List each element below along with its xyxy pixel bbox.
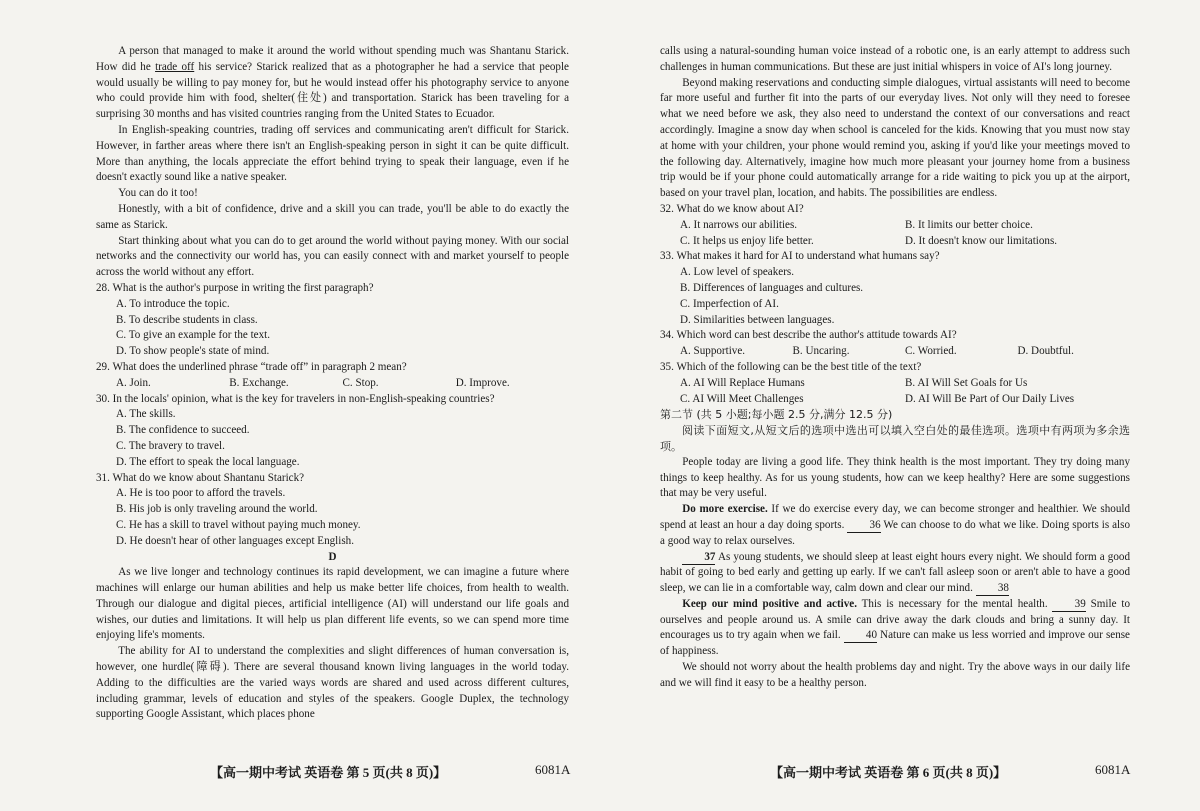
options-row [96,376,569,392]
question-stem: 33. What makes it hard for AI to understand what humans say? [660,250,940,263]
section-2-title: 第二节 (共 5 小题;每小题 2.5 分,满分 12.5 分) [660,408,893,422]
option: A. Supportive. [680,345,746,358]
page-footer: 【高一期中考试 英语卷 第 6 页(共 8 页)】 [770,765,1007,780]
cloze-paragraph-5: We should not worry about the health problems day and night. Try the above ways in our daily life and we will find it easy to be a healthy person. [660,661,1130,689]
passage-d-paragraph-1: As we live longer and technology continues its rapid development, we can imagine a future where machines will enlarge our human abilities and help us make better life choices, from health to wealth. Through our dialogue and digital pieces, artificial intelligence (AI) will understand our life goals and wishes, our duties and limitations. It will help us plan different life events, so we can spend more time enjoying life's moments. [96,566,569,642]
option: C. It helps us enjoy life better. [680,234,814,247]
option: D. Doubtful. [1017,345,1074,358]
option: C. To give an example for the text. [116,329,270,342]
subheading: Do more exercise. [682,503,768,516]
option: A. He is too poor to afford the travels. [116,487,286,500]
right-page [600,0,1200,811]
option: C. Imperfection of AI. [680,297,779,310]
section-2-instructions: 阅读下面短文,从短文后的选项中选出可以填入空白处的最佳选项。选项中有两项为多余选项。 [660,424,1130,453]
option: C. Stop. [342,376,379,389]
subheading: Keep our mind positive and active. [682,597,857,610]
passage-d-continued-2: Beyond making reservations and conducting simple dialogues, virtual assistants will need to become far more useful and further fit into the parts of our everyday lives. Not only will they need to foresee what we need before we ask, they also need to understand the context of our conversations and react accordingly. Imagine a snow day when school is canceled for the kids. Knowing that you must now stay at home with your children, your phone would remind you, asking if you'd like your meetings moved to the following day. Alternatively, imagine how much more pleasant your journey home from a business trip would be if your phone could automatically arrange for a ride waiting to pick you up at the airport, based on your travel plan, location, and habits. The possibilities are endless. [660,76,1130,200]
question-35 [660,360,1130,407]
option: D. He doesn't hear of other languages except English. [116,534,354,547]
options-row [660,234,1130,250]
question-31 [96,471,569,550]
question-30 [96,392,569,471]
option: A. Join. [116,376,151,389]
option: C. He has a skill to travel without paying much money. [116,518,361,531]
option: D. AI Will Be Part of Our Daily Lives [905,392,1075,405]
option: B. The confidence to succeed. [116,424,250,437]
passage-c-paragraph-1: A person that managed to make it around the world without spending much was Shantanu Starick. How did he trade off his service? Starick realized that as a photographer he had a service that people would usually be willing to pay money for, but he would instead offer his photography service to anyone who could provide him with food, shelter(住处) and transportation. Starick has been traveling for a surprising 30 months and has visited countries ranging from the United States to Ecuador. [96,45,569,121]
cloze-paragraph-2: Do more exercise. If we do exercise every day, we can become stronger and healthier. We should spend at least an hour a day doing sports. 36 We can choose to do what we like. Doing sports is also a good way to relax ourselves. [660,503,1130,547]
paper-code: 6081A [1095,762,1131,777]
option: C. Worried. [905,345,957,358]
passage-c-paragraph-4: Honestly, with a bit of confidence, drive and a skill you can trade, you'll be able to do exactly the same as Starick. [96,202,569,231]
option: D. It doesn't know our limitations. [905,234,1058,247]
option: B. AI Will Set Goals for Us [905,376,1028,389]
option: D. The effort to speak the local language. [116,455,300,468]
option: A. The skills. [116,408,176,421]
option: D. Improve. [455,376,510,389]
blank-40[interactable]: 40 [844,629,877,643]
option: A. AI Will Replace Humans [680,376,805,389]
passage-c-paragraph-3: You can do it too! [118,187,198,200]
passage-c-paragraph-5: Start thinking about what you can do to get around the world without paying money. With our social networks and the connectivity our world has, you can easily connect with and market yourself to people across the world without any effort. [96,234,569,279]
option: C. AI Will Meet Challenges [680,392,804,405]
question-stem: 32. What do we know about AI? [660,202,804,215]
question-33 [660,249,1130,328]
option: D. To show people's state of mind. [116,345,270,358]
option: A. Low level of speakers. [680,266,794,279]
cloze-paragraph-1: People today are living a good life. They think health is the most important. They try doing many things to keep healthy. As for us young students, how can we keep healthy? Here are some suggestions that may be very useful. [660,455,1130,500]
option: A. To introduce the topic. [116,297,230,310]
options-row [660,344,1130,360]
option: B. Exchange. [229,376,289,389]
option: B. Differences of languages and cultures. [680,281,864,294]
option: B. Uncaring. [792,345,850,358]
question-32 [660,202,1130,249]
question-28 [96,281,569,360]
options-row [660,218,1130,234]
option: B. To describe students in class. [116,313,258,326]
blank-36[interactable]: 36 [847,519,880,533]
option: B. It limits our better choice. [905,218,1033,231]
option: D. Similarities between languages. [680,313,835,326]
question-stem: 31. What do we know about Shantanu Starick? [96,471,305,484]
question-stem: 35. Which of the following can be the best title of the text? [660,360,922,373]
section-d-heading: D [328,550,337,563]
left-column [96,44,569,723]
blank-39[interactable]: 39 [1052,598,1085,612]
option: C. The bravery to travel. [116,439,225,452]
passage-d-continued-1: calls using a natural-sounding human voice instead of a robotic one, is an early attempt to address such challenges in human communications. But these are just initial whispers in voice of AI's long journey. [660,45,1130,73]
cloze-paragraph-3: 37 As young students, we should sleep at least eight hours every night. We should form a good habit of going to bed early and getting up early. If we can't fall asleep soon or aren't able to have a good sleep, we can lie in a comfortable way, calm down and clear our mind. 38 [660,550,1130,595]
question-stem: 34. Which word can best describe the author's attitude towards AI? [660,329,957,342]
options-row [660,392,1130,408]
cloze-paragraph-4: Keep our mind positive and active. This is necessary for the mental health. 39 Smile to ourselves and people around us. A smile can drive away the dark clouds and bring a sunny day. It encourages us to try again when we fail. 40 Nature can make us less worried and improve our sense of happiness. [660,597,1130,658]
question-29 [96,360,569,392]
question-34 [660,328,1130,360]
blank-38[interactable]: 38 [976,582,1009,596]
page-footer: 【高一期中考试 英语卷 第 5 页(共 8 页)】 [210,765,447,780]
question-stem: 28. What is the author's purpose in writing the first paragraph? [96,281,374,294]
paper-code: 6081A [535,762,571,777]
options-row [660,376,1130,392]
question-stem: 29. What does the underlined phrase “trade off” in paragraph 2 mean? [96,360,407,373]
option: A. It narrows our abilities. [680,218,798,231]
option: B. His job is only traveling around the world. [116,503,318,516]
underlined-phrase: trade off [155,60,195,73]
blank-37[interactable]: 37 [682,551,715,565]
right-column [660,44,1130,692]
passage-d-paragraph-2: The ability for AI to understand the complexities and slight differences of human conversation is, however, one hurdle(障碍). There are several thousand known living languages in the world today. Adding to the difficulties are the varied ways words are shared and used across different cultures, including grammar, levels of education and styles of the speakers. Google Duplex, the technology supporting Google Assistant, which places phone [96,645,569,721]
passage-c-paragraph-2: In English-speaking countries, trading off services and communicating aren't difficult for Starick. However, in farther areas where there isn't an English-speaking person in sight it can be quite difficult. More than anything, the locals appreciate the effort behind trying to speak their language, even if he doesn't exactly sound like a native speaker. [96,123,569,184]
question-stem: 30. In the locals' opinion, what is the key for travelers in non-English-speaking countries? [96,392,495,405]
